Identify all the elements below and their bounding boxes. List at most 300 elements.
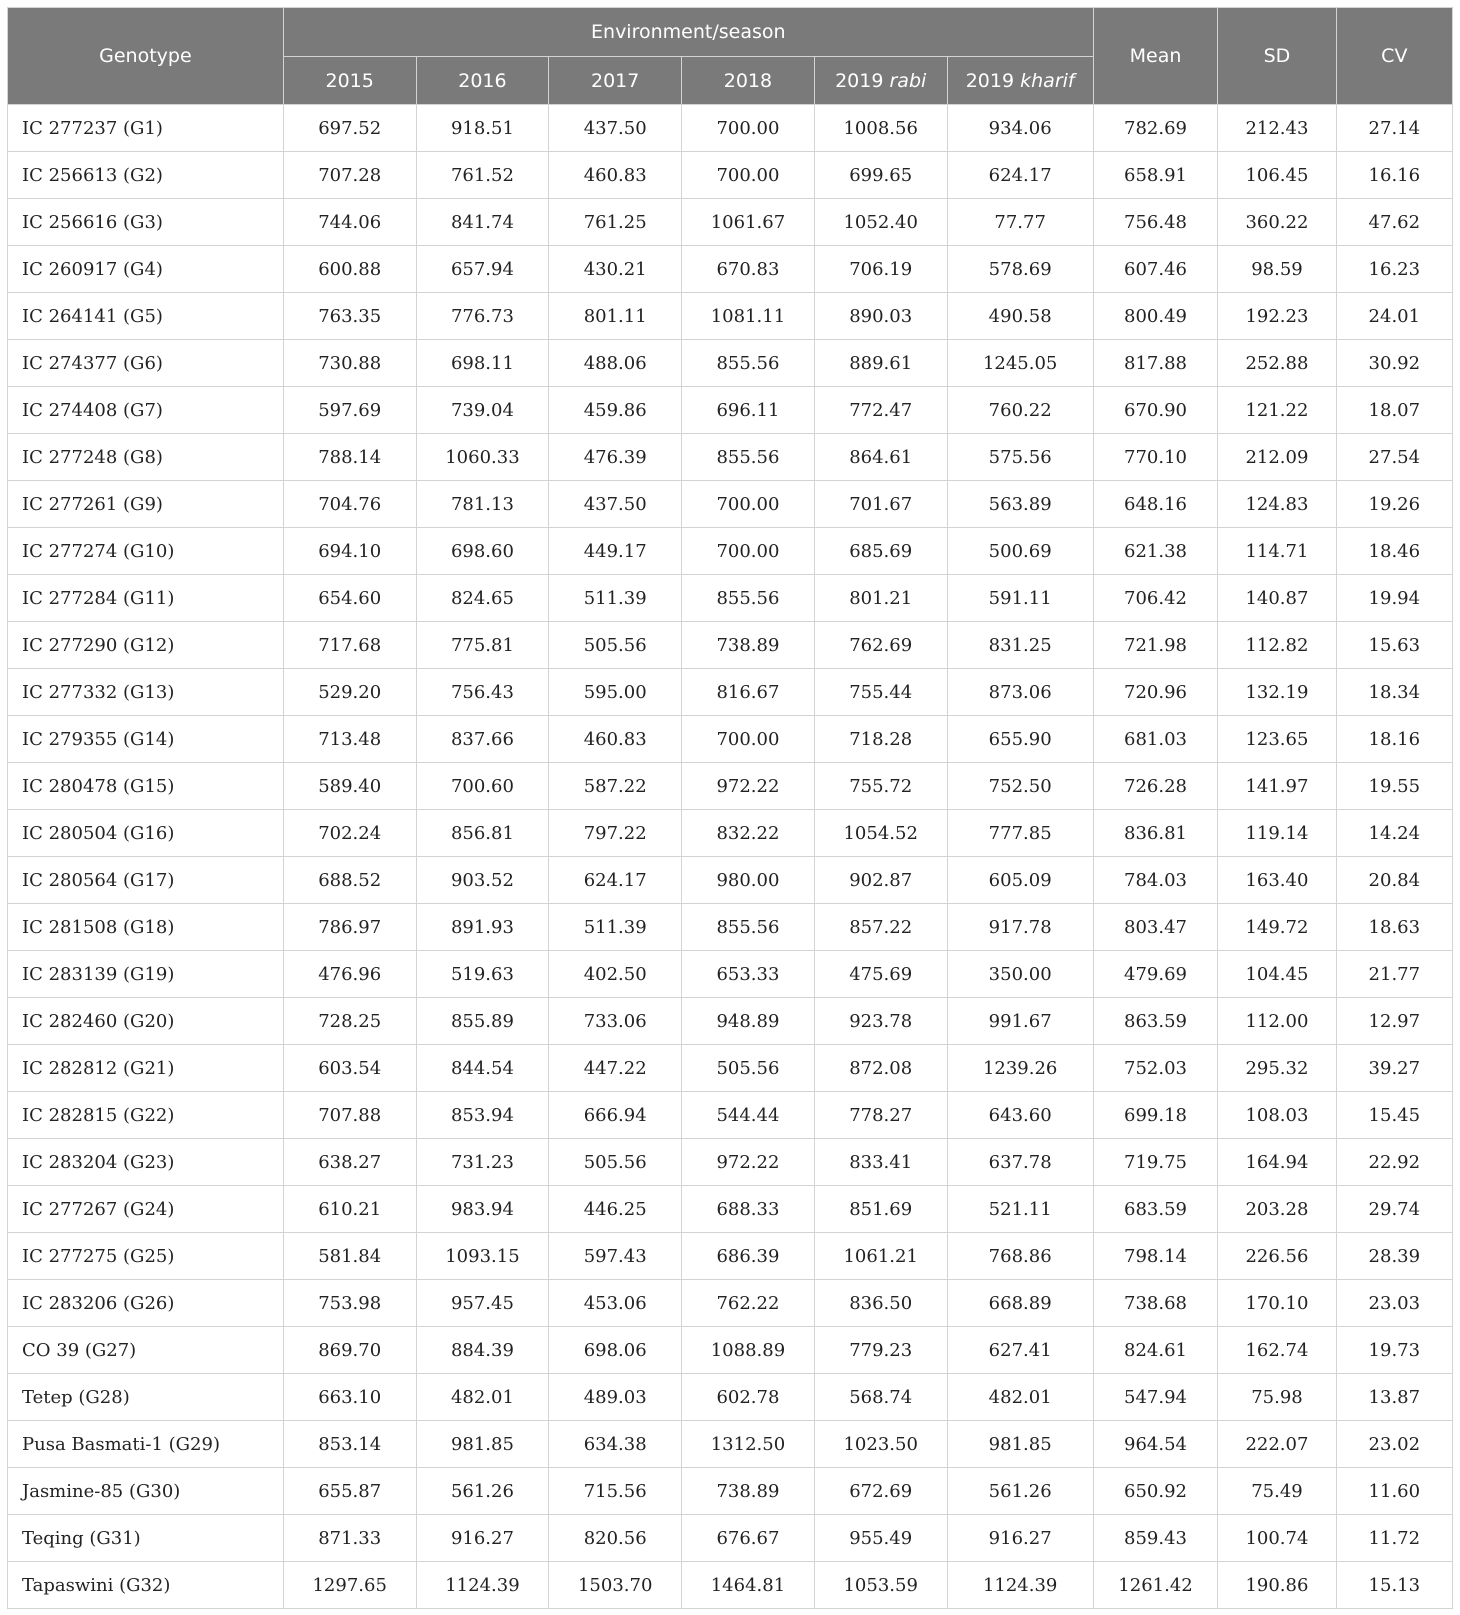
table-row (8, 763, 1453, 810)
table-row (8, 1468, 1453, 1515)
cell-value-2019-kharif: 777.85 (947, 810, 1093, 857)
cell-value-2019-kharif: 981.85 (947, 1421, 1093, 1468)
cell-genotype: IC 282460 (G20) (8, 998, 284, 1045)
cell-value-2019-kharif: 482.01 (947, 1374, 1093, 1421)
cell-value-2016: 657.94 (416, 246, 549, 293)
cell-value-2017: 820.56 (549, 1515, 682, 1562)
cell-value-cv: 47.62 (1336, 199, 1452, 246)
cell-value-2019-rabi: 857.22 (814, 904, 947, 951)
cell-value-2017: 402.50 (549, 951, 682, 998)
cell-value-2019-rabi: 706.19 (814, 246, 947, 293)
cell-value-cv: 19.26 (1336, 481, 1452, 528)
cell-genotype: Teqing (G31) (8, 1515, 284, 1562)
cell-value-mean: 1261.42 (1093, 1562, 1218, 1609)
cell-genotype: IC 281508 (G18) (8, 904, 284, 951)
cell-value-2018: 972.22 (682, 1139, 815, 1186)
cell-value-2018: 980.00 (682, 857, 815, 904)
cell-value-2017: 761.25 (549, 199, 682, 246)
cell-value-mean: 859.43 (1093, 1515, 1218, 1562)
table-row (8, 293, 1453, 340)
cell-value-2019-kharif: 873.06 (947, 669, 1093, 716)
cell-genotype: IC 283139 (G19) (8, 951, 284, 998)
cell-value-2015: 663.10 (283, 1374, 416, 1421)
header-year-2016: 2016 (416, 57, 549, 105)
cell-value-2019-rabi: 475.69 (814, 951, 947, 998)
cell-value-2019-rabi: 701.67 (814, 481, 947, 528)
cell-value-2019-kharif: 917.78 (947, 904, 1093, 951)
cell-value-mean: 699.18 (1093, 1092, 1218, 1139)
cell-value-2017: 715.56 (549, 1468, 682, 1515)
cell-value-2015: 1297.65 (283, 1562, 416, 1609)
cell-value-2016: 731.23 (416, 1139, 549, 1186)
cell-value-cv: 18.46 (1336, 528, 1452, 575)
cell-value-sd: 100.74 (1218, 1515, 1336, 1562)
cell-value-2019-rabi: 685.69 (814, 528, 947, 575)
cell-value-2017: 430.21 (549, 246, 682, 293)
table-body (8, 105, 1453, 1609)
cell-value-2015: 786.97 (283, 904, 416, 951)
cell-value-2018: 855.56 (682, 904, 815, 951)
cell-value-mean: 670.90 (1093, 387, 1218, 434)
cell-value-2019-rabi: 851.69 (814, 1186, 947, 1233)
table-row (8, 1280, 1453, 1327)
cell-value-mean: 706.42 (1093, 575, 1218, 622)
cell-value-2017: 437.50 (549, 105, 682, 152)
cell-value-2019-rabi: 1053.59 (814, 1562, 947, 1609)
cell-value-2018: 602.78 (682, 1374, 815, 1421)
cell-value-2019-kharif: 77.77 (947, 199, 1093, 246)
cell-value-mean: 726.28 (1093, 763, 1218, 810)
cell-value-2016: 856.81 (416, 810, 549, 857)
cell-value-2018: 700.00 (682, 481, 815, 528)
cell-value-sd: 170.10 (1218, 1280, 1336, 1327)
cell-value-2019-kharif: 637.78 (947, 1139, 1093, 1186)
cell-value-2019-rabi: 699.65 (814, 152, 947, 199)
cell-value-mean: 719.75 (1093, 1139, 1218, 1186)
table-row (8, 481, 1453, 528)
cell-value-mean: 681.03 (1093, 716, 1218, 763)
cell-value-2016: 756.43 (416, 669, 549, 716)
cell-value-2019-rabi: 1052.40 (814, 199, 947, 246)
cell-value-2017: 459.86 (549, 387, 682, 434)
cell-value-2016: 1124.39 (416, 1562, 549, 1609)
header-environment-season: Environment/season (283, 8, 1093, 57)
cell-value-2016: 884.39 (416, 1327, 549, 1374)
cell-value-cv: 15.63 (1336, 622, 1452, 669)
cell-value-cv: 11.72 (1336, 1515, 1452, 1562)
cell-value-2019-kharif: 1245.05 (947, 340, 1093, 387)
cell-value-cv: 23.03 (1336, 1280, 1452, 1327)
cell-value-cv: 12.97 (1336, 998, 1452, 1045)
table-row (8, 904, 1453, 951)
cell-value-mean: 817.88 (1093, 340, 1218, 387)
cell-value-2017: 698.06 (549, 1327, 682, 1374)
cell-value-2017: 488.06 (549, 340, 682, 387)
cell-value-sd: 124.83 (1218, 481, 1336, 528)
table-row (8, 1327, 1453, 1374)
table-row (8, 951, 1453, 998)
cell-value-2018: 688.33 (682, 1186, 815, 1233)
cell-value-2018: 686.39 (682, 1233, 815, 1280)
cell-value-2019-rabi: 1023.50 (814, 1421, 947, 1468)
cell-value-2018: 738.89 (682, 1468, 815, 1515)
cell-value-2018: 696.11 (682, 387, 815, 434)
cell-value-2015: 763.35 (283, 293, 416, 340)
cell-value-mean: 770.10 (1093, 434, 1218, 481)
table-row (8, 998, 1453, 1045)
cell-genotype: Tetep (G28) (8, 1374, 284, 1421)
cell-value-cv: 23.02 (1336, 1421, 1452, 1468)
cell-value-2019-kharif: 831.25 (947, 622, 1093, 669)
cell-value-sd: 226.56 (1218, 1233, 1336, 1280)
cell-value-mean: 721.98 (1093, 622, 1218, 669)
cell-value-sd: 212.43 (1218, 105, 1336, 152)
table-row (8, 1374, 1453, 1421)
header-year-2017: 2017 (549, 57, 682, 105)
cell-value-2018: 855.56 (682, 340, 815, 387)
cell-value-2018: 700.00 (682, 105, 815, 152)
cell-value-cv: 24.01 (1336, 293, 1452, 340)
cell-value-2018: 816.67 (682, 669, 815, 716)
cell-value-2015: 704.76 (283, 481, 416, 528)
header-2019-kharif (947, 57, 1093, 105)
cell-value-2017: 587.22 (549, 763, 682, 810)
cell-value-sd: 104.45 (1218, 951, 1336, 998)
cell-genotype: IC 256613 (G2) (8, 152, 284, 199)
table-row (8, 857, 1453, 904)
cell-genotype: CO 39 (G27) (8, 1327, 284, 1374)
cell-value-mean: 863.59 (1093, 998, 1218, 1045)
table-row (8, 340, 1453, 387)
cell-value-2015: 688.52 (283, 857, 416, 904)
cell-value-mean: 648.16 (1093, 481, 1218, 528)
cell-value-cv: 39.27 (1336, 1045, 1452, 1092)
cell-value-cv: 13.87 (1336, 1374, 1452, 1421)
cell-value-2019-rabi: 923.78 (814, 998, 947, 1045)
cell-genotype: IC 277261 (G9) (8, 481, 284, 528)
cell-genotype: IC 277290 (G12) (8, 622, 284, 669)
cell-value-2017: 437.50 (549, 481, 682, 528)
cell-value-2016: 776.73 (416, 293, 549, 340)
table-row (8, 105, 1453, 152)
table-row (8, 575, 1453, 622)
cell-value-2015: 589.40 (283, 763, 416, 810)
cell-value-cv: 29.74 (1336, 1186, 1452, 1233)
cell-value-2019-kharif: 575.56 (947, 434, 1093, 481)
header-mean: Mean (1093, 8, 1218, 105)
cell-value-2015: 853.14 (283, 1421, 416, 1468)
table-row (8, 669, 1453, 716)
cell-value-mean: 547.94 (1093, 1374, 1218, 1421)
cell-value-2019-rabi: 872.08 (814, 1045, 947, 1092)
cell-value-2015: 600.88 (283, 246, 416, 293)
cell-value-cv: 16.23 (1336, 246, 1452, 293)
cell-value-2015: 871.33 (283, 1515, 416, 1562)
cell-value-2019-rabi: 955.49 (814, 1515, 947, 1562)
cell-value-2015: 707.88 (283, 1092, 416, 1139)
cell-value-2018: 832.22 (682, 810, 815, 857)
cell-genotype: IC 280564 (G17) (8, 857, 284, 904)
cell-value-2019-rabi: 772.47 (814, 387, 947, 434)
cell-value-sd: 149.72 (1218, 904, 1336, 951)
cell-value-2019-kharif: 760.22 (947, 387, 1093, 434)
cell-value-2019-rabi: 864.61 (814, 434, 947, 481)
cell-value-sd: 164.94 (1218, 1139, 1336, 1186)
cell-value-2018: 670.83 (682, 246, 815, 293)
cell-value-2017: 453.06 (549, 1280, 682, 1327)
cell-value-mean: 650.92 (1093, 1468, 1218, 1515)
cell-value-sd: 112.82 (1218, 622, 1336, 669)
cell-value-2015: 730.88 (283, 340, 416, 387)
cell-value-2019-kharif: 500.69 (947, 528, 1093, 575)
cell-value-mean: 621.38 (1093, 528, 1218, 575)
cell-value-sd: 203.28 (1218, 1186, 1336, 1233)
cell-value-2015: 638.27 (283, 1139, 416, 1186)
cell-value-2017: 505.56 (549, 622, 682, 669)
cell-value-sd: 75.49 (1218, 1468, 1336, 1515)
cell-value-sd: 190.86 (1218, 1562, 1336, 1609)
cell-genotype: Tapaswini (G32) (8, 1562, 284, 1609)
cell-value-2015: 581.84 (283, 1233, 416, 1280)
table-row (8, 622, 1453, 669)
cell-value-mean: 964.54 (1093, 1421, 1218, 1468)
cell-value-2015: 655.87 (283, 1468, 416, 1515)
cell-value-mean: 756.48 (1093, 199, 1218, 246)
cell-value-2017: 797.22 (549, 810, 682, 857)
cell-value-2019-kharif: 1239.26 (947, 1045, 1093, 1092)
cell-value-cv: 20.84 (1336, 857, 1452, 904)
cell-value-2015: 744.06 (283, 199, 416, 246)
header-kharif-label: kharif (1020, 69, 1075, 92)
cell-value-2015: 728.25 (283, 998, 416, 1045)
cell-value-2016: 916.27 (416, 1515, 549, 1562)
cell-value-2016: 983.94 (416, 1186, 549, 1233)
cell-value-2018: 700.00 (682, 152, 815, 199)
cell-value-2016: 957.45 (416, 1280, 549, 1327)
cell-value-2016: 891.93 (416, 904, 549, 951)
cell-value-2015: 610.21 (283, 1186, 416, 1233)
cell-value-cv: 14.24 (1336, 810, 1452, 857)
cell-value-2019-kharif: 916.27 (947, 1515, 1093, 1562)
cell-value-2019-rabi: 779.23 (814, 1327, 947, 1374)
table-row (8, 810, 1453, 857)
cell-value-cv: 22.92 (1336, 1139, 1452, 1186)
cell-value-2019-kharif: 643.60 (947, 1092, 1093, 1139)
cell-genotype: IC 282815 (G22) (8, 1092, 284, 1139)
cell-value-2019-rabi: 801.21 (814, 575, 947, 622)
cell-value-sd: 106.45 (1218, 152, 1336, 199)
cell-value-cv: 19.55 (1336, 763, 1452, 810)
cell-genotype: IC 280504 (G16) (8, 810, 284, 857)
cell-genotype: IC 277275 (G25) (8, 1233, 284, 1280)
table-row (8, 199, 1453, 246)
cell-value-cv: 18.16 (1336, 716, 1452, 763)
header-2019-rabi (814, 57, 947, 105)
cell-value-2015: 788.14 (283, 434, 416, 481)
cell-value-2015: 654.60 (283, 575, 416, 622)
cell-value-2017: 666.94 (549, 1092, 682, 1139)
cell-value-2016: 519.63 (416, 951, 549, 998)
cell-value-2017: 505.56 (549, 1139, 682, 1186)
cell-value-mean: 607.46 (1093, 246, 1218, 293)
cell-value-sd: 222.07 (1218, 1421, 1336, 1468)
cell-value-2019-rabi: 890.03 (814, 293, 947, 340)
cell-value-sd: 75.98 (1218, 1374, 1336, 1421)
cell-value-2016: 739.04 (416, 387, 549, 434)
cell-value-2018: 1464.81 (682, 1562, 815, 1609)
cell-value-mean: 798.14 (1093, 1233, 1218, 1280)
cell-value-mean: 479.69 (1093, 951, 1218, 998)
cell-value-2017: 733.06 (549, 998, 682, 1045)
cell-value-2019-rabi: 1054.52 (814, 810, 947, 857)
cell-value-sd: 192.23 (1218, 293, 1336, 340)
cell-value-cv: 21.77 (1336, 951, 1452, 998)
cell-value-2019-rabi: 1061.21 (814, 1233, 947, 1280)
cell-value-2018: 972.22 (682, 763, 815, 810)
cell-value-2019-rabi: 902.87 (814, 857, 947, 904)
cell-value-sd: 360.22 (1218, 199, 1336, 246)
header-2019-rabi-year: 2019 (835, 69, 884, 92)
cell-genotype: Pusa Basmati-1 (G29) (8, 1421, 284, 1468)
cell-value-mean: 800.49 (1093, 293, 1218, 340)
table-row (8, 1092, 1453, 1139)
header-year-2018: 2018 (682, 57, 815, 105)
cell-value-2015: 529.20 (283, 669, 416, 716)
table-row (8, 1139, 1453, 1186)
table-row (8, 152, 1453, 199)
cell-value-2019-rabi: 718.28 (814, 716, 947, 763)
cell-value-mean: 658.91 (1093, 152, 1218, 199)
cell-genotype: IC 282812 (G21) (8, 1045, 284, 1092)
cell-value-2019-kharif: 605.09 (947, 857, 1093, 904)
cell-value-cv: 27.14 (1336, 105, 1452, 152)
cell-value-2018: 855.56 (682, 434, 815, 481)
cell-value-2019-kharif: 668.89 (947, 1280, 1093, 1327)
cell-value-mean: 803.47 (1093, 904, 1218, 951)
cell-value-2019-rabi: 1008.56 (814, 105, 947, 152)
header-2019-kharif-year: 2019 (965, 69, 1015, 92)
cell-value-2018: 948.89 (682, 998, 815, 1045)
cell-value-2019-kharif: 1124.39 (947, 1562, 1093, 1609)
cell-value-sd: 123.65 (1218, 716, 1336, 763)
cell-value-2015: 717.68 (283, 622, 416, 669)
table-row (8, 246, 1453, 293)
cell-value-2016: 918.51 (416, 105, 549, 152)
cell-genotype: IC 277267 (G24) (8, 1186, 284, 1233)
yield-table (7, 7, 1453, 1609)
cell-value-2019-rabi: 568.74 (814, 1374, 947, 1421)
cell-value-2018: 1312.50 (682, 1421, 815, 1468)
cell-value-2017: 801.11 (549, 293, 682, 340)
cell-value-2019-rabi: 762.69 (814, 622, 947, 669)
cell-value-2019-kharif: 655.90 (947, 716, 1093, 763)
cell-value-2017: 460.83 (549, 716, 682, 763)
cell-value-sd: 119.14 (1218, 810, 1336, 857)
cell-value-2017: 634.38 (549, 1421, 682, 1468)
cell-value-2015: 869.70 (283, 1327, 416, 1374)
cell-value-2015: 694.10 (283, 528, 416, 575)
cell-value-2019-kharif: 563.89 (947, 481, 1093, 528)
cell-value-cv: 15.13 (1336, 1562, 1452, 1609)
cell-value-2017: 511.39 (549, 904, 682, 951)
cell-value-2016: 775.81 (416, 622, 549, 669)
cell-value-cv: 28.39 (1336, 1233, 1452, 1280)
cell-value-2018: 1081.11 (682, 293, 815, 340)
cell-genotype: Jasmine-85 (G30) (8, 1468, 284, 1515)
cell-value-2019-kharif: 624.17 (947, 152, 1093, 199)
cell-value-2019-kharif: 768.86 (947, 1233, 1093, 1280)
cell-value-cv: 18.34 (1336, 669, 1452, 716)
cell-value-cv: 18.63 (1336, 904, 1452, 951)
cell-value-2019-kharif: 591.11 (947, 575, 1093, 622)
cell-value-2016: 1060.33 (416, 434, 549, 481)
table-header (8, 8, 1453, 105)
cell-value-2016: 561.26 (416, 1468, 549, 1515)
cell-value-cv: 27.54 (1336, 434, 1452, 481)
cell-genotype: IC 277248 (G8) (8, 434, 284, 481)
cell-value-sd: 212.09 (1218, 434, 1336, 481)
cell-value-2018: 700.00 (682, 528, 815, 575)
table-row (8, 1186, 1453, 1233)
cell-genotype: IC 277237 (G1) (8, 105, 284, 152)
cell-value-2019-kharif: 350.00 (947, 951, 1093, 998)
cell-value-sd: 140.87 (1218, 575, 1336, 622)
cell-value-sd: 141.97 (1218, 763, 1336, 810)
cell-genotype: IC 283204 (G23) (8, 1139, 284, 1186)
cell-genotype: IC 256616 (G3) (8, 199, 284, 246)
cell-value-2017: 597.43 (549, 1233, 682, 1280)
cell-value-2019-kharif: 521.11 (947, 1186, 1093, 1233)
cell-value-2017: 476.39 (549, 434, 682, 481)
cell-genotype: IC 277274 (G10) (8, 528, 284, 575)
cell-value-2019-kharif: 752.50 (947, 763, 1093, 810)
cell-value-sd: 162.74 (1218, 1327, 1336, 1374)
cell-value-2018: 653.33 (682, 951, 815, 998)
cell-value-2016: 903.52 (416, 857, 549, 904)
cell-value-2016: 781.13 (416, 481, 549, 528)
cell-value-2016: 844.54 (416, 1045, 549, 1092)
table-row (8, 1233, 1453, 1280)
cell-value-sd: 132.19 (1218, 669, 1336, 716)
table-row (8, 1045, 1453, 1092)
cell-value-2019-kharif: 934.06 (947, 105, 1093, 152)
cell-value-2016: 482.01 (416, 1374, 549, 1421)
cell-value-cv: 19.73 (1336, 1327, 1452, 1374)
cell-value-2016: 698.11 (416, 340, 549, 387)
cell-value-2015: 753.98 (283, 1280, 416, 1327)
cell-value-2017: 449.17 (549, 528, 682, 575)
cell-value-2017: 1503.70 (549, 1562, 682, 1609)
table-row (8, 1421, 1453, 1468)
cell-value-2016: 700.60 (416, 763, 549, 810)
cell-value-mean: 752.03 (1093, 1045, 1218, 1092)
cell-value-sd: 98.59 (1218, 246, 1336, 293)
cell-value-2016: 837.66 (416, 716, 549, 763)
header-rabi-label: rabi (889, 69, 927, 92)
cell-value-2016: 1093.15 (416, 1233, 549, 1280)
header-cv: CV (1336, 8, 1452, 105)
cell-value-sd: 295.32 (1218, 1045, 1336, 1092)
cell-genotype: IC 277332 (G13) (8, 669, 284, 716)
cell-value-2017: 624.17 (549, 857, 682, 904)
data-table-container (7, 7, 1453, 1609)
cell-value-sd: 252.88 (1218, 340, 1336, 387)
cell-value-2017: 460.83 (549, 152, 682, 199)
cell-value-cv: 15.45 (1336, 1092, 1452, 1139)
header-sd: SD (1218, 8, 1336, 105)
cell-value-2019-rabi: 778.27 (814, 1092, 947, 1139)
cell-genotype: IC 277284 (G11) (8, 575, 284, 622)
